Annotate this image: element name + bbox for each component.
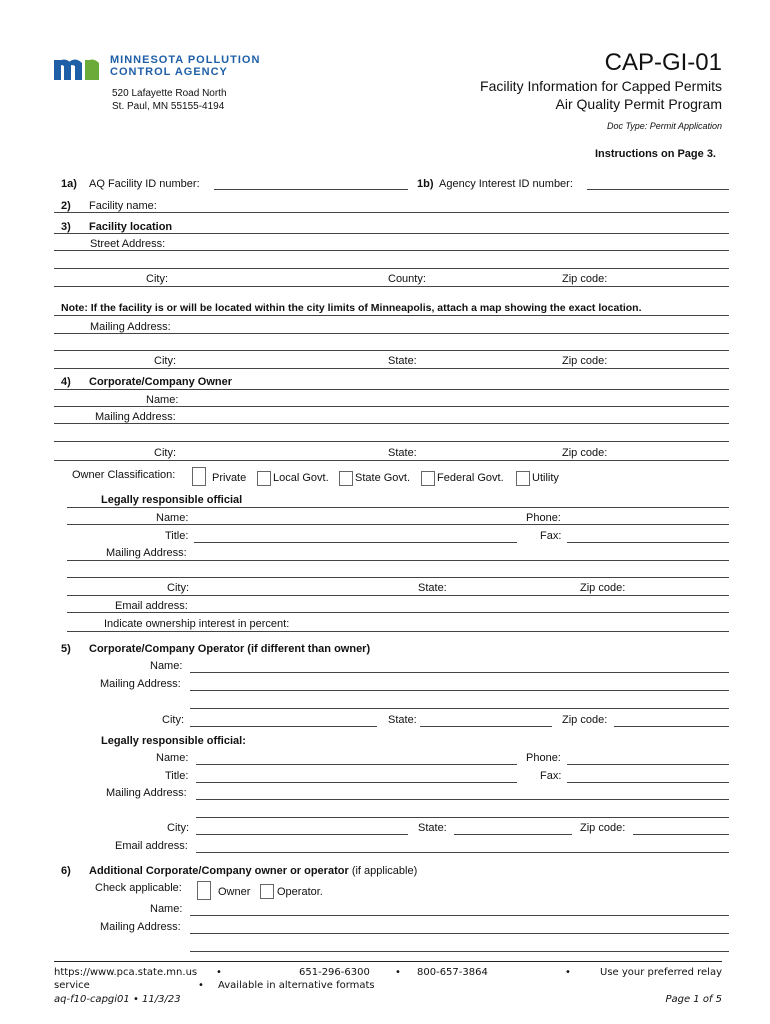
utility-checkbox[interactable]	[516, 471, 530, 486]
item-1b-number: 1b)	[417, 178, 434, 190]
additional-name-label: Name:	[150, 903, 183, 915]
private-label: Private	[212, 472, 247, 484]
agency-logo	[54, 54, 294, 120]
operator-lro-zip-input[interactable]	[633, 834, 729, 835]
operator-state-input[interactable]	[420, 726, 552, 727]
agency-name-line2: CONTROL AGENCY	[110, 66, 228, 78]
item-6-number: 6)	[61, 865, 71, 877]
owner-lro-state-label: State:	[418, 582, 447, 594]
doc-type: Doc Type: Permit Application	[606, 121, 722, 131]
operator-lro-name-label: Name:	[156, 752, 189, 764]
minneapolis-note: Note: If the facility is or will be located within the city limits of Minneapolis, attach a map showing the exact location.	[61, 302, 642, 314]
operator-state-label: State:	[388, 714, 417, 726]
item-1a-number: 1a)	[61, 178, 77, 190]
operator-email-label: Email address:	[115, 840, 188, 852]
mailing-address-input[interactable]	[54, 333, 729, 334]
operator-lro-phone-label: Phone:	[526, 752, 561, 764]
additional-mailing-input-2[interactable]	[190, 951, 729, 952]
street-address-input-2[interactable]	[54, 268, 729, 269]
owner-name-label: Name:	[146, 394, 179, 406]
footer-bullet-2: •	[395, 967, 401, 978]
footer-alt-formats: Available in alternative formats	[218, 980, 375, 991]
owner-lro-mailing-input[interactable]	[67, 560, 729, 561]
check-applicable-label: Check applicable:	[95, 882, 182, 894]
facility-location-heading: Facility location	[89, 221, 173, 233]
operator-email-input[interactable]	[196, 852, 729, 853]
operator-mailing-input-2[interactable]	[190, 708, 729, 709]
owner-lro-title-label: Title:	[165, 530, 189, 542]
street-address-label: Street Address:	[90, 238, 166, 250]
operator-lro-title-label: Title:	[165, 770, 189, 782]
owner-lro-mailing-label: Mailing Address:	[106, 547, 187, 559]
state-govt-label: State Govt.	[355, 472, 411, 484]
operator-lro-state-label: State:	[418, 822, 447, 834]
operator-lro-mailing-label: Mailing Address:	[106, 787, 187, 799]
owner-zip-label: Zip code:	[562, 447, 608, 459]
operator-lro-fax-input[interactable]	[567, 782, 729, 783]
owner-lro-title-input[interactable]	[194, 542, 517, 543]
footer-relay: Use your preferred relay	[600, 967, 722, 978]
facility-city-county-zip-input[interactable]	[54, 286, 729, 287]
operator-lro-fax-label: Fax:	[540, 770, 562, 782]
local-govt-label: Local Govt.	[273, 472, 329, 484]
additional-heading-title: Additional Corporate/Company owner or operator	[89, 865, 349, 877]
facility-zip-label: Zip code:	[562, 273, 608, 285]
item-2-number: 2)	[61, 200, 71, 212]
facility-location-rule	[54, 233, 729, 234]
operator-lro-phone-input[interactable]	[567, 764, 729, 765]
item-3-number: 3)	[61, 221, 71, 233]
owner-lro-fax-input[interactable]	[567, 542, 729, 543]
agency-address-line2: St. Paul, MN 55155-4194	[112, 101, 225, 112]
owner-lro-phone-label: Phone:	[526, 512, 561, 524]
owner-state-label: State:	[388, 447, 417, 459]
facility-county-label: County:	[388, 273, 426, 285]
owner-lro-rule	[67, 507, 729, 508]
local-govt-checkbox[interactable]	[257, 471, 271, 486]
owner-name-input[interactable]	[54, 406, 729, 407]
footer-phone-2: 800-657-3864	[417, 967, 488, 978]
operator-lro-city-input[interactable]	[196, 834, 408, 835]
operator-name-input[interactable]	[190, 672, 729, 673]
facility-name-label: Facility name:	[89, 200, 157, 212]
footer-bullet-3: •	[565, 967, 571, 978]
aq-facility-id-input[interactable]	[214, 189, 408, 190]
owner-lro-city-label: City:	[167, 582, 189, 594]
additional-mailing-label: Mailing Address:	[100, 921, 181, 933]
operator-zip-label: Zip code:	[562, 714, 608, 726]
state-govt-checkbox[interactable]	[339, 471, 353, 486]
agency-address-line1: 520 Lafayette Road North	[112, 88, 227, 99]
utility-label: Utility	[532, 472, 559, 484]
facility-name-input[interactable]	[54, 212, 729, 213]
operator-lro-state-input[interactable]	[454, 834, 572, 835]
form-id: CAP-GI-01	[604, 49, 722, 76]
agency-interest-id-label: Agency Interest ID number:	[439, 178, 573, 190]
footer-service: service	[54, 980, 90, 991]
additional-mailing-input[interactable]	[190, 933, 729, 934]
operator-checkbox[interactable]	[260, 884, 274, 899]
federal-govt-checkbox[interactable]	[421, 471, 435, 486]
owner-classification-label: Owner Classification:	[72, 469, 176, 481]
operator-lro-title-input[interactable]	[196, 782, 517, 783]
mailing-zip-label: Zip code:	[562, 355, 608, 367]
aq-facility-id-label: AQ Facility ID number:	[89, 178, 200, 190]
mn-logo-mark-icon	[54, 56, 106, 82]
street-address-input[interactable]	[54, 250, 729, 251]
owner-city-label: City:	[154, 447, 176, 459]
operator-heading: Corporate/Company Operator (if different than owner)	[89, 643, 371, 655]
mailing-city-state-zip-input[interactable]	[54, 368, 729, 369]
owner-mailing-input-2[interactable]	[54, 441, 729, 442]
footer-phone-1: 651-296-6300	[299, 967, 370, 978]
operator-city-input[interactable]	[190, 726, 377, 727]
owner-heading: Corporate/Company Owner	[89, 376, 233, 388]
operator-lro-mailing-input-2[interactable]	[196, 817, 729, 818]
mailing-address-label: Mailing Address:	[90, 321, 171, 333]
operator-mailing-label: Mailing Address:	[100, 678, 181, 690]
mailing-city-label: City:	[154, 355, 176, 367]
additional-heading	[89, 865, 417, 878]
owner-lro-name-phone-input[interactable]	[67, 524, 729, 525]
operator-lro-zip-label: Zip code:	[580, 822, 626, 834]
ownership-interest-label: Indicate ownership interest in percent:	[104, 618, 290, 630]
operator-city-label: City:	[162, 714, 184, 726]
ownership-interest-input[interactable]	[67, 631, 729, 632]
note-rule	[54, 315, 729, 316]
operator-mailing-input[interactable]	[190, 690, 729, 691]
operator-option-label: Operator.	[277, 886, 323, 898]
operator-lro-heading: Legally responsible official:	[101, 735, 246, 747]
owner-email-label: Email address:	[115, 600, 188, 612]
item-4-number: 4)	[61, 376, 71, 388]
footer-rule	[54, 961, 722, 962]
owner-lro-mailing-input-2[interactable]	[67, 577, 729, 578]
owner-option-label: Owner	[218, 886, 251, 898]
operator-lro-name-input[interactable]	[196, 764, 517, 765]
agency-interest-id-input[interactable]	[587, 189, 729, 190]
footer-bullet-1: •	[216, 967, 222, 978]
additional-name-input[interactable]	[190, 915, 729, 916]
owner-lro-heading: Legally responsible official	[101, 494, 243, 506]
owner-mailing-label: Mailing Address:	[95, 411, 176, 423]
private-checkbox[interactable]	[192, 467, 206, 486]
form-title-line1: Facility Information for Capped Permits	[480, 78, 722, 94]
footer-url[interactable]: https://www.pca.state.mn.us	[54, 967, 198, 978]
owner-lro-zip-label: Zip code:	[580, 582, 626, 594]
owner-email-input[interactable]	[67, 612, 729, 613]
operator-lro-city-label: City:	[167, 822, 189, 834]
footer-bullet-4: •	[198, 980, 204, 991]
owner-checkbox[interactable]	[197, 881, 211, 900]
owner-mailing-input[interactable]	[54, 423, 729, 424]
owner-lro-fax-label: Fax:	[540, 530, 562, 542]
federal-govt-label: Federal Govt.	[437, 472, 504, 484]
owner-city-state-zip-input[interactable]	[54, 460, 729, 461]
owner-rule	[54, 389, 729, 390]
mailing-address-input-2[interactable]	[54, 350, 729, 351]
operator-zip-input[interactable]	[614, 726, 729, 727]
operator-lro-mailing-input[interactable]	[196, 799, 729, 800]
item-5-number: 5)	[61, 643, 71, 655]
owner-lro-city-state-zip-input[interactable]	[67, 595, 729, 596]
agency-name-line1: MINNESOTA POLLUTION	[110, 54, 261, 66]
footer-page-number: Page 1 of 5	[665, 994, 722, 1005]
operator-name-label: Name:	[150, 660, 183, 672]
footer-form-code: aq-f10-capgi01 • 11/3/23	[54, 994, 181, 1005]
form-title-line2: Air Quality Permit Program	[555, 96, 722, 112]
additional-heading-suffix: (if applicable)	[351, 865, 418, 877]
instructions-note: Instructions on Page 3.	[594, 148, 716, 160]
owner-lro-name-label: Name:	[156, 512, 189, 524]
facility-city-label: City:	[146, 273, 168, 285]
mailing-state-label: State:	[388, 355, 417, 367]
